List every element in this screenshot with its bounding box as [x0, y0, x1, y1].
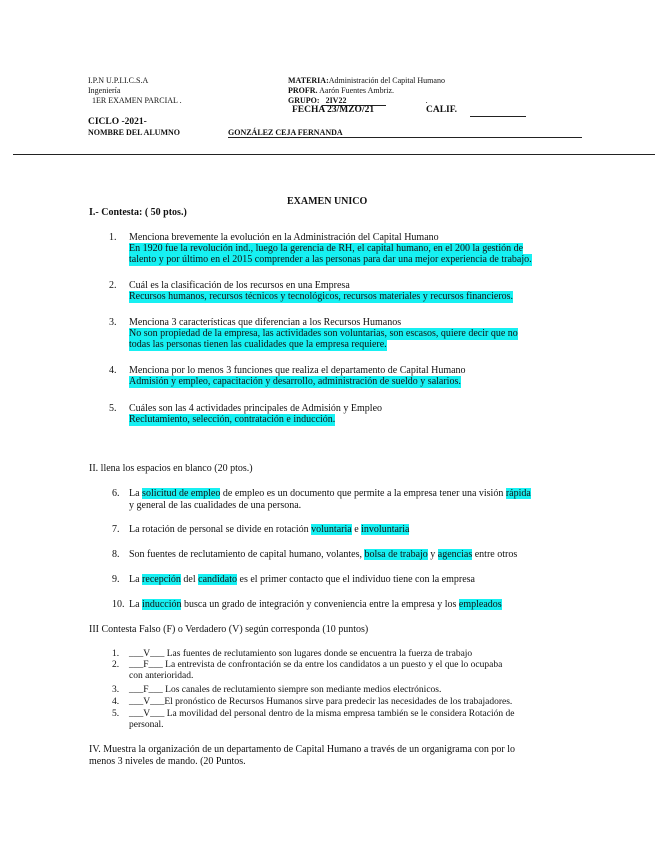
item-number: 1.	[112, 649, 120, 659]
tf-text: personal.	[129, 720, 164, 730]
question-text: Menciona 3 características que diferencian a los Recursos Humanos	[129, 317, 402, 328]
section4-line2: menos 3 niveles de mando. (20 Puntos.	[89, 756, 246, 767]
text-part: Son fuentes de reclutamiento de capital humano, volantes,	[129, 549, 365, 560]
filled-blank: solicitud de empleo	[142, 488, 221, 499]
answer-line: En 1920 fue la revolución ind., luego la gerencia de RH, el capital humano, en el 200 la gestión de	[129, 243, 524, 254]
question-number: 2.	[109, 280, 117, 291]
item-number: 2.	[112, 660, 120, 670]
item-number: 6.	[112, 488, 120, 499]
filled-blank: empleados	[458, 599, 502, 610]
answer-line: Recursos humanos, recursos técnicos y tecnológicos, recursos materiales y recursos financieros.	[129, 291, 514, 302]
tf-text: con anterioridad.	[129, 671, 194, 681]
exam-title: EXAMEN UNICO	[287, 196, 368, 207]
profr-value: Aarón Fuentes Ambriz.	[319, 86, 394, 95]
question-text: Cuáles son las 4 actividades principales de Admisión y Empleo	[129, 403, 383, 414]
fecha-label: FECHA	[292, 105, 325, 115]
answer-line: Admisión y empleo, capacitación y desarrollo, administración de sueldo y salarios.	[129, 376, 461, 387]
grupo-tail: .	[425, 96, 428, 105]
tf-item-1	[112, 649, 472, 660]
question-number: 5.	[109, 403, 117, 414]
item-number: 7.	[112, 524, 120, 535]
text-part: de empleo es un documento que permite a la empresa tener una visión	[220, 488, 506, 499]
alumno-value: GONZÁLEZ CEJA FERNANDA	[228, 128, 582, 138]
tf-text: ___F___ La entrevista de confrontación se da entre los candidatos a un puesto y el que lo ocupaba	[129, 660, 503, 670]
fecha-value: 23/MZO/21	[327, 105, 375, 115]
answer-line: talento y por último en el 2015 comprender a las personas para dar una mejor experiencia de trabajo.	[129, 254, 532, 265]
section1-heading: I.- Contesta: ( 50 ptos.)	[89, 207, 187, 218]
materia-value: Administración del Capital Humano	[328, 76, 445, 85]
header-divider	[13, 154, 655, 155]
alumno-label: NOMBRE DEL ALUMNO	[88, 128, 181, 137]
item-number: 10.	[112, 599, 125, 610]
filled-blank: candidato	[198, 574, 238, 585]
grupo-value: 2IV22	[322, 96, 386, 106]
career: Ingeniería	[88, 86, 121, 95]
filled-blank: inducción	[142, 599, 182, 610]
text-part: es el primer contacto que el individuo tiene con la empresa	[237, 574, 475, 585]
profr-line	[288, 86, 394, 95]
filled-blank: agencias	[437, 549, 473, 560]
filled-blank: bolsa de trabajo	[364, 549, 428, 560]
blank-item-7	[112, 524, 409, 536]
tf-item-5	[112, 709, 514, 731]
text-part: busca un grado de integración y conveniencia entre la empresa y los	[181, 599, 459, 610]
question-text: Cuál es la clasificación de los recursos en una Empresa	[129, 280, 350, 291]
text-part: y	[427, 549, 438, 560]
exam-type: 1ER EXAMEN PARCIAL .	[92, 96, 182, 105]
section4-line1: IV. Muestra la organización de un departamento de Capital Humano a través de un organigrama con por lo	[89, 744, 515, 755]
filled-blank: recepción	[142, 574, 181, 585]
item-number: 8.	[112, 549, 120, 560]
school-name: I.P.N U.P.I.I.C.S.A	[88, 76, 149, 85]
text-part: entre otros	[472, 549, 518, 560]
text-part: e	[351, 524, 362, 535]
filled-blank: rápida	[505, 488, 531, 499]
tf-text: ___F___ Los canales de reclutamiento siempre son mediante medios electrónicos.	[129, 685, 442, 695]
text-part: La	[129, 599, 143, 610]
fecha-line	[288, 105, 374, 115]
text-part: La	[129, 488, 143, 499]
blank-item-9	[112, 574, 475, 586]
item-number: 9.	[112, 574, 120, 585]
item-number: 3.	[112, 685, 120, 695]
tf-item-3	[112, 685, 441, 696]
tf-text: ___V___ Las fuentes de reclutamiento son lugares donde se encuentra la fuerza de trabajo	[129, 649, 473, 659]
answer-line: todas las personas tienen las cualidades que la empresa requiere.	[129, 339, 387, 350]
section3-heading: III Contesta Falso (F) o Verdadero (V) según corresponda (10 puntos)	[89, 624, 369, 635]
grupo-label: GRUPO:	[288, 96, 320, 105]
section2-heading: II. llena los espacios en blanco (20 ptos.)	[89, 463, 253, 474]
ciclo: CICLO -2021-	[88, 117, 147, 127]
question-text: Menciona brevemente la evolución en la Administración del Capital Humano	[129, 232, 439, 243]
blank-item-10	[112, 599, 502, 611]
filled-blank: involuntaria	[361, 524, 410, 535]
profr-label: PROFR.	[288, 86, 318, 95]
question-number: 1.	[109, 232, 117, 243]
item-number: 5.	[112, 709, 120, 719]
calif-label: CALIF.	[426, 105, 458, 115]
text-part: del	[180, 574, 199, 585]
materia-label: MATERIA:	[288, 76, 329, 85]
materia-line	[288, 76, 445, 85]
blank-item-8	[112, 549, 517, 561]
text-part: La rotación de personal se divide en rotación	[129, 524, 312, 535]
item-number: 4.	[112, 697, 120, 707]
tf-text: ___V___ La movilidad del personal dentro de la misma empresa también se le considera Rotación de	[129, 709, 515, 719]
question-number: 4.	[109, 365, 117, 376]
question-number: 3.	[109, 317, 117, 328]
tf-text: ___V___El pronóstico de Recursos Humanos sirve para predecir las necesidades de los trabajadores.	[129, 697, 513, 707]
question-text: Menciona por lo menos 3 funciones que realiza el departamento de Capital Humano	[129, 365, 466, 376]
text-part: y general de las cualidades de una persona.	[129, 500, 302, 511]
tf-item-2	[112, 660, 502, 682]
blank-item-6	[112, 488, 531, 512]
text-part: La	[129, 574, 143, 585]
tf-item-4	[112, 697, 512, 708]
answer-line: Reclutamiento, selección, contratación e inducción.	[129, 414, 336, 425]
answer-line: No son propiedad de la empresa, las actividades son voluntarias, son escasos, quiere decir que no	[129, 328, 518, 339]
filled-blank: voluntaria	[311, 524, 352, 535]
calif-blank	[470, 116, 526, 117]
